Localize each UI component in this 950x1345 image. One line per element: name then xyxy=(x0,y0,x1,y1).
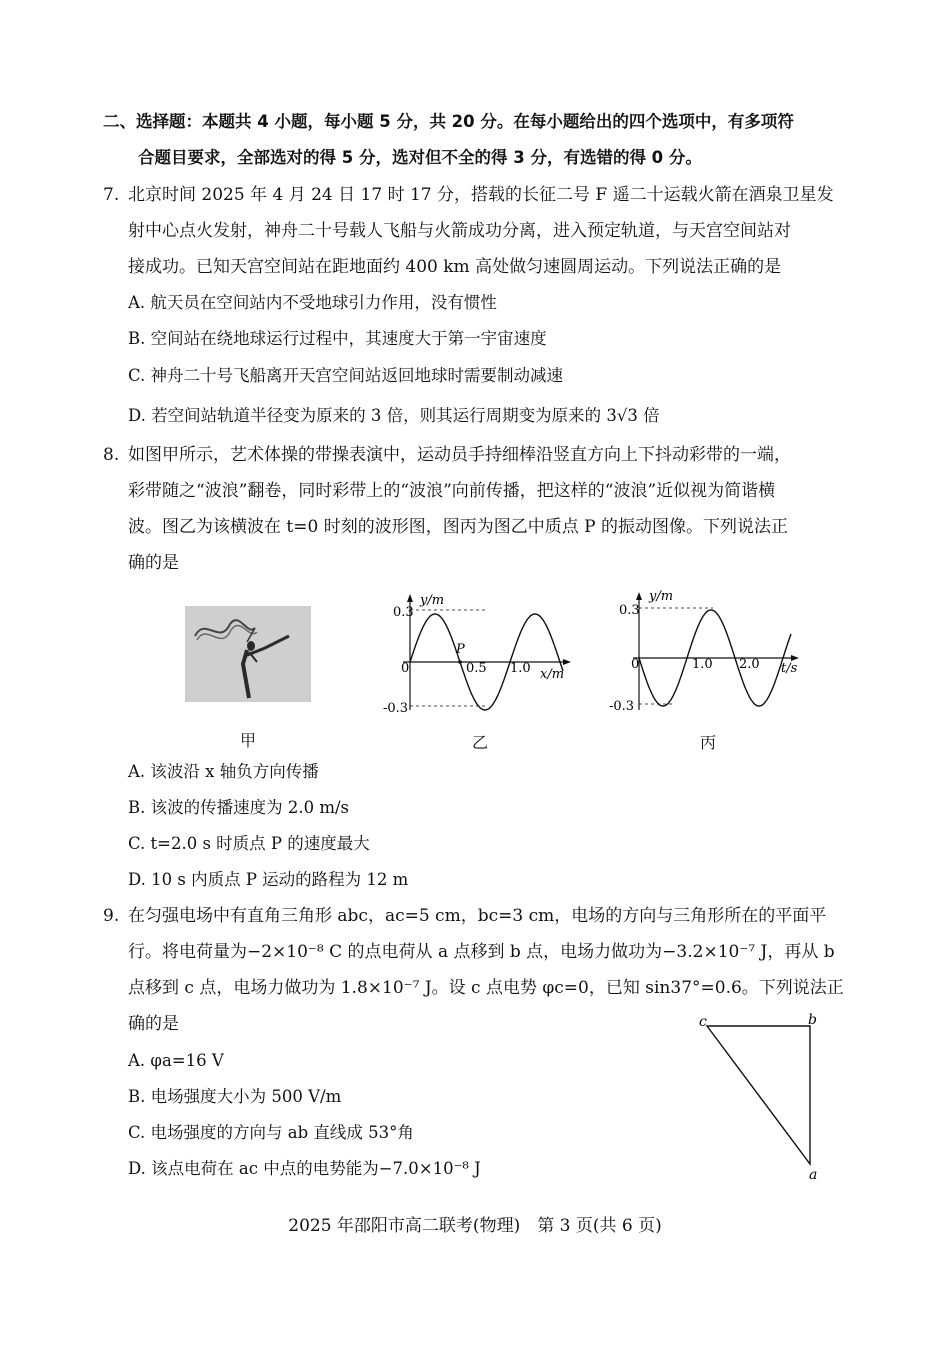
section-heading-line1: 二、选择题：本题共 4 小题，每小题 5 分，共 20 分。在每小题给出的四个选项中，有多项符 xyxy=(103,112,794,131)
q8-stem-line: 确的是 xyxy=(128,553,179,573)
q7-option-b: B. 空间站在绕地球运行过程中，其速度大于第一宇宙速度 xyxy=(128,329,547,348)
q9-number: 9. xyxy=(103,906,120,926)
section-heading-line2: 合题目要求，全部选对的得 5 分，选对但不全的得 3 分，有选错的得 0 分。 xyxy=(138,148,702,167)
q8-option-a: A. 该波沿 x 轴负方向传播 xyxy=(128,762,319,781)
q7-option-a: A. 航天员在空间站内不受地球引力作用，没有惯性 xyxy=(128,293,497,312)
yi-x-label: x/m xyxy=(540,667,565,682)
q9-stem-line: 确的是 xyxy=(128,1014,179,1034)
yi-origin: 0 xyxy=(401,661,410,676)
yi-y-bottom: -0.3 xyxy=(383,701,409,716)
yi-x-tick: 0.5 xyxy=(466,661,487,676)
bing-x-tick: 2.0 xyxy=(739,657,760,672)
q8-stem-line: 如图甲所示，艺术体操的带操表演中，运动员手持细棒沿竖直方向上下抖动彩带的一端， xyxy=(128,445,791,465)
bing-y-bottom: -0.3 xyxy=(609,699,635,714)
vibration-graph-bing xyxy=(605,588,805,718)
gymnast-photo xyxy=(185,606,311,702)
yi-point-label: P xyxy=(456,642,465,657)
triangle-abc-figure xyxy=(695,1012,830,1184)
vertex-b-label: b xyxy=(808,1012,817,1028)
caption-yi: 乙 xyxy=(472,733,489,752)
q7-number: 7. xyxy=(103,185,120,205)
bing-x-tick: 1.0 xyxy=(692,657,713,672)
bing-y-label: y/m xyxy=(649,589,674,604)
q8-option-c: C. t=2.0 s 时质点 P 的速度最大 xyxy=(128,834,370,853)
q8-stem-line: 波。图乙为该横波在 t=0 时刻的波形图，图丙为图乙中质点 P 的振动图像。下列说法正 xyxy=(128,517,788,537)
q7-stem-line: 射中心点火发射，神舟二十号载人飞船与火箭成功分离，进入预定轨道，与天宫空间站对 xyxy=(128,221,791,241)
q7-stem-line: 北京时间 2025 年 4 月 24 日 17 时 17 分，搭载的长征二号 F 遥二十运载火箭在酒泉卫星发 xyxy=(128,185,834,205)
bing-x-label: t/s xyxy=(781,661,798,676)
q8-stem-line: 彩带随之“波浪”翻卷，同时彩带上的“波浪”向前传播，把这样的“波浪”近似视为简谐横 xyxy=(128,481,776,501)
q7-stem-line: 接成功。已知天宫空间站在距地面约 400 km 高处做匀速圆周运动。下列说法正确的是 xyxy=(128,257,782,277)
yi-y-top: 0.3 xyxy=(393,605,414,620)
q9-option-c: C. 电场强度的方向与 ab 直线成 53°角 xyxy=(128,1123,414,1142)
q7-option-c: C. 神舟二十号飞船离开天宫空间站返回地球时需要制动减速 xyxy=(128,366,564,385)
q8-option-d: D. 10 s 内质点 P 运动的路程为 12 m xyxy=(128,870,409,889)
q9-stem-line: 在匀强电场中有直角三角形 abc，ac=5 cm，bc=3 cm，电场的方向与三角形所在的平面平 xyxy=(128,906,827,926)
q9-option-d: D. 该点电荷在 ac 中点的电势能为−7.0×10⁻⁸ J xyxy=(128,1159,481,1178)
page-footer: 2025 年邵阳市高二联考(物理) 第 3 页(共 6 页) xyxy=(288,1216,662,1236)
q8-number: 8. xyxy=(103,445,120,465)
q9-stem-line: 点移到 c 点，电场力做功为 1.8×10⁻⁷ J。设 c 点电势 φc=0，已知 sin37°=0.6。下列说法正 xyxy=(128,978,844,998)
vertex-a-label: a xyxy=(809,1167,818,1183)
yi-y-label: y/m xyxy=(420,593,445,608)
q9-option-b: B. 电场强度大小为 500 V/m xyxy=(128,1087,342,1106)
caption-jia: 甲 xyxy=(240,731,257,750)
caption-bing: 丙 xyxy=(700,733,717,752)
q8-option-b: B. 该波的传播速度为 2.0 m/s xyxy=(128,798,350,817)
bing-y-top: 0.3 xyxy=(619,603,640,618)
vertex-c-label: c xyxy=(699,1014,707,1030)
yi-x-tick: 1.0 xyxy=(510,661,531,676)
wave-graph-yi xyxy=(375,590,575,720)
bing-origin: 0 xyxy=(631,657,640,672)
q9-option-a: A. φa=16 V xyxy=(128,1051,224,1070)
q7-option-d: D. 若空间站轨道半径变为原来的 3 倍，则其运行周期变为原来的 3√3 倍 xyxy=(128,406,660,425)
q9-stem-line: 行。将电荷量为−2×10⁻⁸ C 的点电荷从 a 点移到 b 点，电场力做功为−3.2×10⁻⁷ J，再从 b xyxy=(128,942,835,962)
